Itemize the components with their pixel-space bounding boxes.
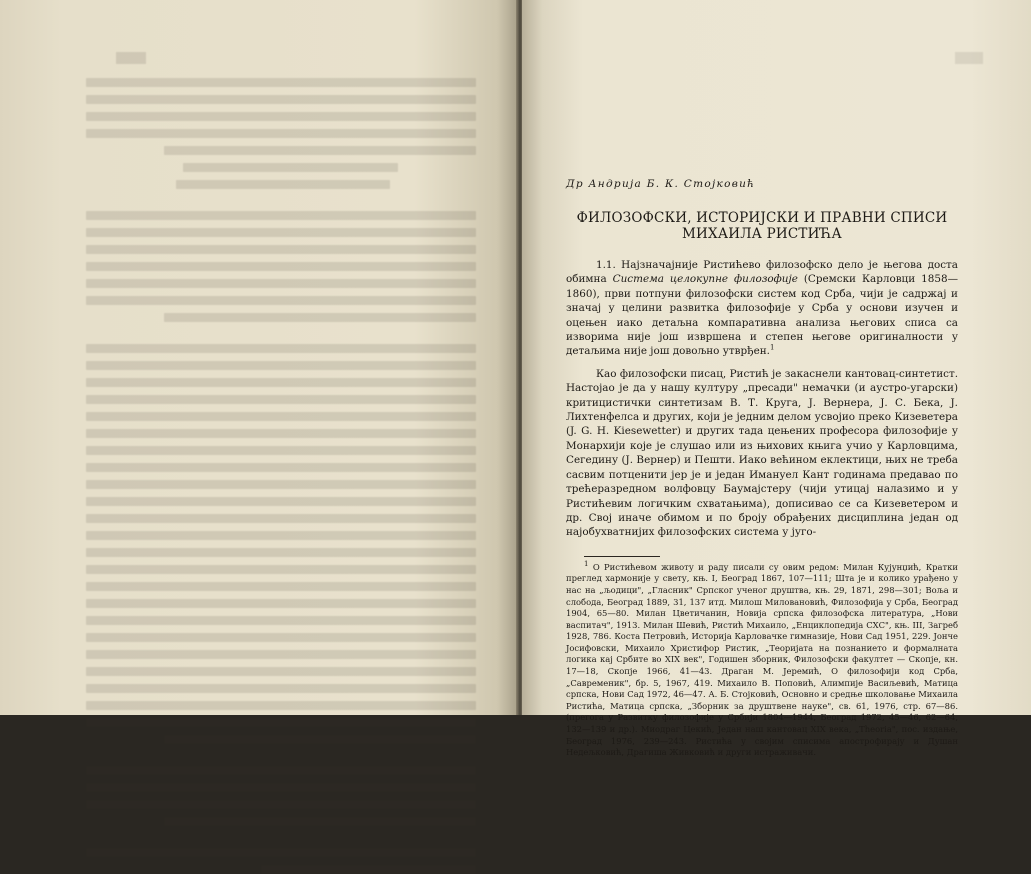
author-line: Др Андрија Б. К. Стојковић	[566, 178, 756, 190]
body-text	[566, 258, 958, 540]
bleed-through-text	[86, 52, 476, 672]
title-line-2: МИХАИЛА РИСТИЋА	[682, 226, 842, 242]
article-content	[566, 178, 958, 759]
left-page	[0, 0, 518, 715]
footnote-text: О Ристићевом животу и раду писали су овим редом: Милан Кујунџић, Кратки преглед хармоније у свету, књ. I, Београд 1867, 107—111; Шта је и колико урађено у нас на „љодици", „Гласник" Српског ученог друштва, књ. 29, 1871, 298—301; Воља и слобода, Београд 1889, 31, 137 итд. Милош Миловановић, Филозофија у Срба, Београд 1904, 65—80. Милан Цветичанин, Новија српска филозофска литература, „Нови васпитач", 1913. Милан Шевић, Ристић Михаило, „Енциклопедија СХС", књ. III, Загреб 1928, 786. Коста Петровић, Историја Карловачке гимназије, Нови Сад 1951, 229. Јонче Јосифовски, Михаило Христифор Ристик, „Теоријата на познанието и формалната логика кај Србите во XIX век", Годишен зборник, Филозофски факултет — Скопје, кн. 17—18, Скопје 1966, 41—43. Драган М. Јеремић, О филозофији код Срба, „Савременик", бр. 5, 1967, 419. Михаило В. Поповић, Алимпије Васиљевић, Матица српска, Нови Сад 1972, 46—47. А. Б. Стојковић, Основно и средње школовање Михаила Ристића, Матица српска, „Зборник за друштвене науке", св. 61, 1976, стр. 67—86. (прегога у Развитку филозофије у Србији 1804—1944, Београд 1972, 45—46, 62—64, 132—139 и др.). Миодраг Цекић, Један наш кантовац XIX века, „Theoria", пос. издање, Београд 1976, 239—243. Ристића у својим списима апострофирају и Душан Недељковић, Драгиша Живковић и други истраживачи.	[566, 561, 958, 758]
footnote-ref: 1	[769, 343, 775, 352]
paragraph-1: 1.1. Најзначајније Ристићево филозофско дело је његова доста обимна Система целокупне филозофије (Сремски Карловци 1858—1860), први потпуни филозофски систем код Срба, чији је садржај и значај у целини развитка филозофије у Срба у основи изучен и оцењен иако детаљна компаративна анализа његових списа са изворима није још извршена и степен његове оригиналности у детаљима није још довољно утврђен.$^1$	[566, 259, 958, 358]
book-title-italic: Система целокупне филозофије	[612, 273, 798, 286]
title-line-1: ФИЛОЗОФСКИ, ИСТОРИЈСКИ И ПРАВНИ СПИСИ	[576, 210, 948, 226]
footnote-marker: 1	[584, 559, 589, 568]
article-title	[566, 210, 958, 242]
footnote-rule	[584, 556, 660, 557]
paragraph-2: Као филозофски писац, Ристић је закаснели кантовац-синтетист. Настојао је да у нашу културу „пресади" немачки (и аустро-угарски) критицистички синтетизам В. Т. Круга, Ј. Вернера, Ј. С. Бека, Ј. Лихтенфелса и других, који је једним делом усвојио преко Кизеветера (J. G. H. Kiesewetter) и других тада цењених професора филозофије у Монархији које је слушао или из њихових књига учио у Карловцима, Сегедину (Ј. Вернер) и Пешти. Иако већином еклектици, њих не треба сасвим потценити јер је и један Имануел Кант годинама предавао по трећеразредном волфовцу Баумајстеру (чији утицај налазимо и у Ристићевим логичким схватањима), дописивао се са Кизеветером и др. Свој иначе обимом и по броју обрађених дисциплина један од најобухватнијих филозофских система у југо-	[566, 367, 958, 539]
footnote	[566, 559, 958, 759]
